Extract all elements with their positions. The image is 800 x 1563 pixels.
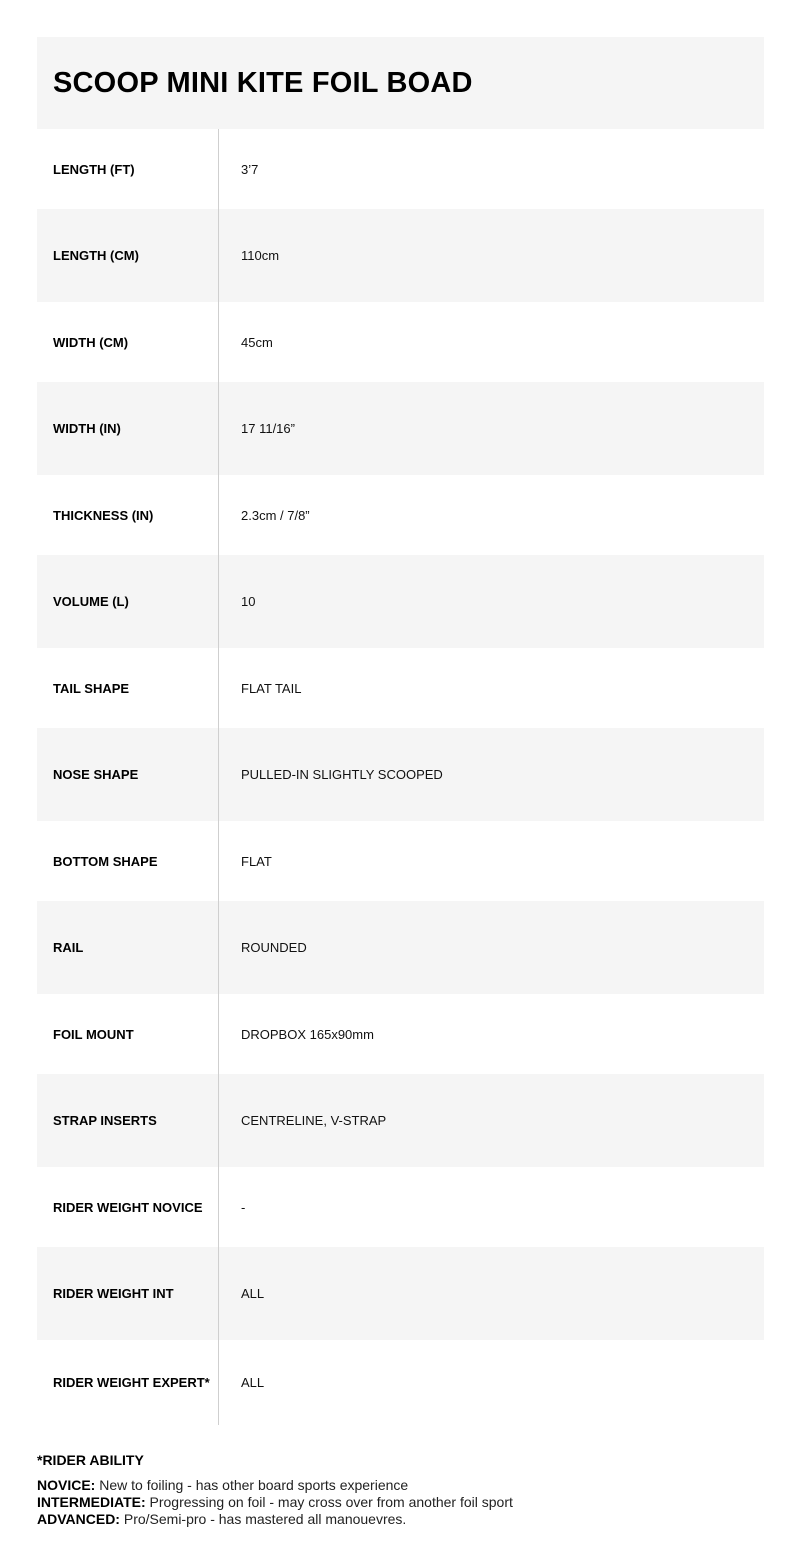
spec-label: NOSE SHAPE: [53, 767, 139, 782]
notes-heading: *RIDER ABILITY: [37, 1452, 144, 1468]
spec-label: STRAP INSERTS: [53, 1113, 157, 1128]
spec-row: [37, 901, 764, 994]
note-text: New to foiling - has other board sports experience: [95, 1477, 409, 1493]
spec-label: RIDER WEIGHT INT: [53, 1286, 174, 1301]
spec-label: VOLUME (L): [53, 594, 129, 609]
spec-value: 110cm: [241, 248, 280, 263]
spec-row: [37, 728, 764, 821]
spec-label: RAIL: [53, 940, 84, 955]
spec-sheet: [37, 37, 764, 1425]
spec-row: [37, 302, 764, 382]
spec-row: [37, 994, 764, 1074]
spec-label: LENGTH (CM): [53, 248, 139, 263]
title-block: [37, 37, 764, 129]
spec-value: ALL: [241, 1286, 265, 1301]
spec-row: [37, 382, 764, 475]
spec-value: FLAT TAIL: [241, 680, 302, 696]
note-text: Progressing on foil - may cross over from another foil sport: [145, 1494, 513, 1510]
spec-row: [37, 209, 764, 302]
spec-row: [37, 1340, 764, 1425]
note-line: [37, 1477, 764, 1494]
spec-row: [37, 1247, 764, 1340]
spec-value: 2.3cm / 7/8”: [241, 507, 310, 523]
spec-label: WIDTH (IN): [53, 421, 121, 436]
spec-value: -: [241, 1199, 246, 1215]
spec-table: [37, 129, 764, 1425]
spec-label: RIDER WEIGHT EXPERT*: [53, 1375, 210, 1390]
spec-row: [37, 1074, 764, 1167]
spec-value: 3’7: [241, 161, 259, 177]
spec-label: TAIL SHAPE: [53, 680, 130, 696]
spec-label: THICKNESS (IN): [53, 507, 154, 523]
spec-value: ALL: [241, 1375, 265, 1390]
spec-row: [37, 129, 764, 209]
note-term: ADVANCED:: [37, 1511, 120, 1527]
spec-label: BOTTOM SHAPE: [53, 853, 158, 869]
spec-label: FOIL MOUNT: [53, 1026, 134, 1042]
spec-value: PULLED-IN SLIGHTLY SCOOPED: [241, 767, 443, 782]
spec-value: DROPBOX 165x90mm: [241, 1026, 374, 1042]
spec-row: [37, 555, 764, 648]
page-title: SCOOP MINI KITE FOIL BOAD: [53, 66, 473, 99]
note-line: [37, 1494, 764, 1511]
spec-row: [37, 821, 764, 901]
note-line: [37, 1511, 764, 1528]
spec-row: [37, 475, 764, 555]
spec-value: CENTRELINE, V-STRAP: [241, 1113, 387, 1128]
spec-value: 45cm: [241, 334, 273, 350]
spec-value: 17 11/16”: [241, 421, 295, 436]
note-term: NOVICE:: [37, 1477, 96, 1493]
spec-label: LENGTH (FT): [53, 161, 135, 177]
spec-label: WIDTH (CM): [53, 334, 129, 350]
column-divider: [218, 129, 219, 1425]
spec-row: [37, 648, 764, 728]
spec-value: 10: [241, 594, 256, 609]
spec-value: ROUNDED: [241, 940, 307, 955]
note-text: Pro/Semi-pro - has mastered all manouevres.: [119, 1511, 407, 1527]
spec-label: RIDER WEIGHT NOVICE: [53, 1199, 203, 1215]
spec-row: [37, 1167, 764, 1247]
note-term: INTERMEDIATE:: [37, 1494, 146, 1510]
rider-ability-notes: [37, 1452, 764, 1528]
spec-value: FLAT: [241, 853, 272, 869]
